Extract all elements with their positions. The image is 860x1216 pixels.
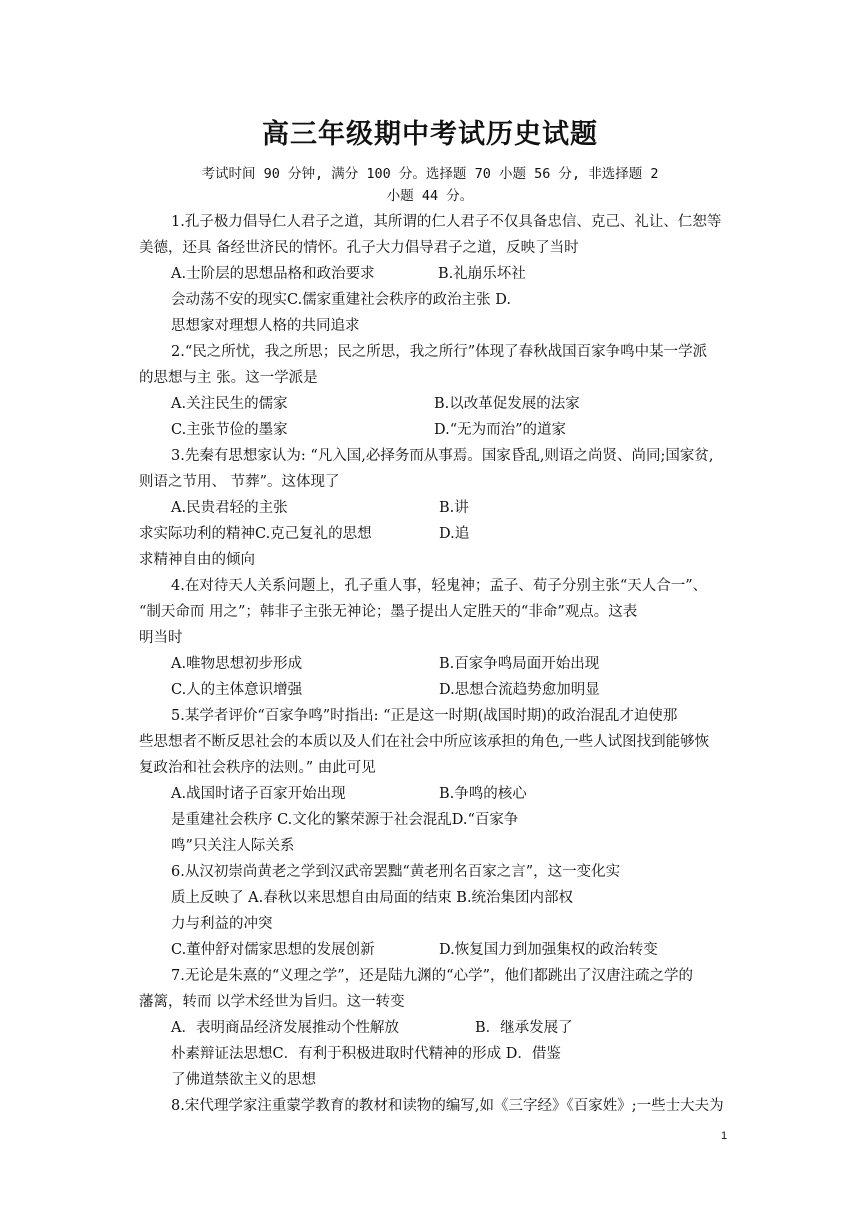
text-line: 力与利益的冲突 xyxy=(171,916,273,932)
text-line: 质上反映了 A.春秋以来思想自由局面的结束 B.统治集团内部权 xyxy=(171,890,574,906)
text-line: 2.“民之所忧，我之所思；民之所思，我之所行”体现了春秋战国百家争鸣中某一学派 xyxy=(171,344,708,360)
text-line: 的思想与主 张。这一学派是 xyxy=(139,370,318,386)
text-line: 鸣”只关注人际关系 xyxy=(171,838,295,854)
page-number: 1 xyxy=(721,1130,728,1142)
text-line: A.民贵君轻的主张 xyxy=(171,500,288,516)
text-line: D.追 xyxy=(439,526,470,542)
text-line: 美德，还具 备经世济民的情怀。孔子大力倡导君子之道，反映了当时 xyxy=(139,240,579,256)
text-line: 5.某学者评价“百家争鸣”时指出: “正是这一时期(战国时期)的政治混乱才迫使那 xyxy=(171,708,678,724)
text-line: 4.在对待天人关系问题上，孔子重人事，轻鬼神；孟子、荀子分别主张“天人合一”、 xyxy=(171,578,708,594)
text-line: 1.孔子极力倡导仁人君子之道，其所谓的仁人君子不仅具备忠信、克己、礼让、仁恕等 xyxy=(171,214,722,230)
text-line: 复政治和社会秩序的法则。” 由此可见 xyxy=(139,760,376,776)
text-line: 7.无论是朱熹的“义理之学”，还是陆九渊的“心学”，他们都跳出了汉唐注疏之学的 xyxy=(171,968,693,984)
text-line: D.思想合流趋势愈加明显 xyxy=(439,682,600,698)
text-line: 明当时 xyxy=(139,630,183,646)
text-line: 是重建社会秩序 C.文化的繁荣源于社会混乱D.“百家争 xyxy=(171,812,519,828)
text-line: 则语之节用、 节葬”。这体现了 xyxy=(139,474,340,490)
text-line: 求精神自由的倾向 xyxy=(139,552,255,568)
text-line: 藩篱，转而 以学术经世为旨归。这一转变 xyxy=(139,994,405,1010)
exam-info-line-1: 考试时间 90 分钟, 满分 100 分。选择题 70 小题 56 分, 非选择题 2 xyxy=(201,166,659,182)
exam-info-line-2: 小题 44 分。 xyxy=(386,188,474,204)
text-line: B.争鸣的核心 xyxy=(439,786,527,802)
text-line: A.唯物思想初步形成 xyxy=(171,656,303,672)
text-line: A．表明商品经济发展推动个性解放 xyxy=(171,1020,399,1036)
text-line: B.讲 xyxy=(439,500,469,516)
text-line: C.人的主体意识增强 xyxy=(171,682,303,698)
text-line: B.百家争鸣局面开始出现 xyxy=(439,656,600,672)
text-line: A.关注民生的儒家 xyxy=(171,396,288,412)
text-line: 8.宋代理学家注重蒙学教育的教材和读物的编写,如《三字经》《百家姓》;一些士大夫为 xyxy=(171,1098,724,1114)
text-line: 会动荡不安的现实C.儒家重建社会秩序的政治主张 D. xyxy=(171,292,512,308)
text-line: 思想家对理想人格的共同追求 xyxy=(171,318,360,334)
text-line: C.董仲舒对儒家思想的发展创新 xyxy=(171,942,375,958)
text-line: 6.从汉初崇尚黄老之学到汉武帝罢黜“黄老刑名百家之言”，这一变化实 xyxy=(171,864,621,880)
text-line: D.“无为而治”的道家 xyxy=(434,422,567,438)
text-line: C.主张节俭的墨家 xyxy=(171,422,288,438)
text-line: A.战国时诸子百家开始出现 xyxy=(171,786,346,802)
text-line: “制天命而 用之”；韩非子主张无神论；墨子提出人定胜天的“非命”观点。这表 xyxy=(139,604,638,620)
text-line: B．继承发展了 xyxy=(475,1020,573,1036)
text-line: D.恢复国力到加强集权的政治转变 xyxy=(439,942,658,958)
text-line: 求实际功利的精神C.克己复礼的思想 xyxy=(139,526,372,542)
text-line: 朴素辩证法思想C．有利于积极进取时代精神的形成 D．借鉴 xyxy=(171,1046,561,1062)
text-line: 3.先秦有思想家认为: “凡入国,必择务而从事焉。国家昏乱,则语之尚贤、尚同;国家贫, xyxy=(171,448,714,464)
text-line: 了佛道禁欲主义的思想 xyxy=(171,1072,316,1088)
text-line: B.礼崩乐坏社 xyxy=(438,266,526,282)
text-line: B.以改革促发展的法家 xyxy=(434,396,580,412)
text-line: A.士阶层的思想品格和政治要求 xyxy=(171,266,375,282)
text-line: 些思想者不断反思社会的本质以及人们在社会中所应该承担的角色,一些人试图找到能够恢 xyxy=(139,734,710,750)
page-title: 高三年级期中考试历史试题 xyxy=(262,119,598,150)
